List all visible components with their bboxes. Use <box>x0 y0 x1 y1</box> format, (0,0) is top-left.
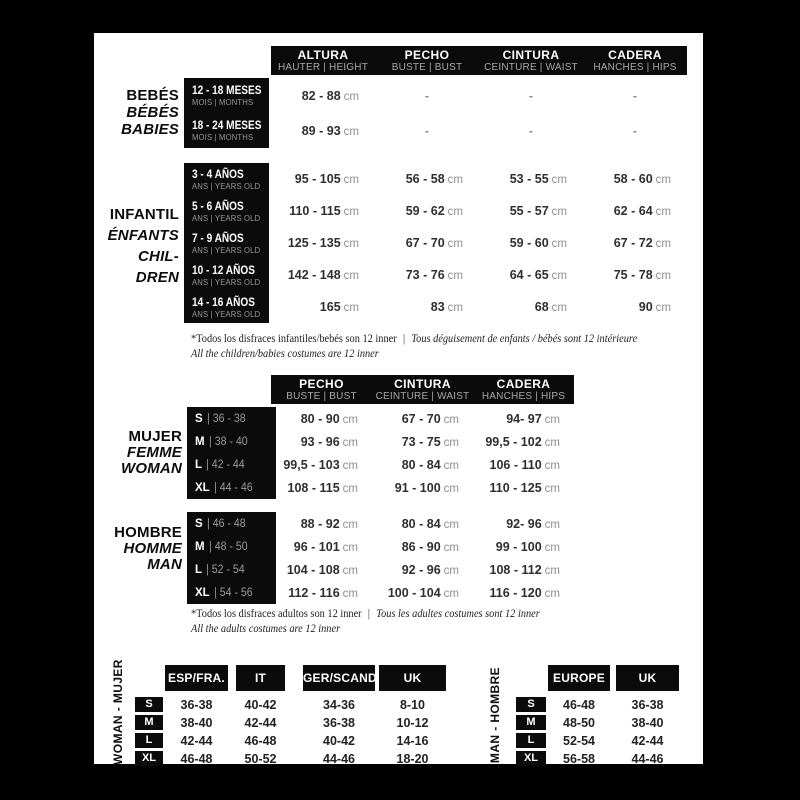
size-badge: M <box>516 715 546 730</box>
data-cell: - <box>528 123 534 138</box>
conv-header-uk: UK <box>616 665 679 691</box>
data-cell: 89 - 93 cm <box>301 123 359 138</box>
data-cell: 91 - 100 cm <box>394 480 459 495</box>
data-cell: 36-38 <box>323 716 355 730</box>
size-badge: S <box>135 697 163 712</box>
data-cell: 8-10 <box>399 698 426 712</box>
age-row: 14 - 16 AÑOS ANS | YEARS OLD <box>192 294 261 319</box>
adults-footnote-line1: *Todos los disfraces adultos son 12 inner | Tous les adultes costumes sont 12 inner <box>191 608 540 620</box>
size-badge: XL <box>135 751 163 766</box>
data-cell: 108 - 115 cm <box>287 480 358 495</box>
women-group-label: MUJER FEMME WOMAN <box>121 428 182 477</box>
data-cell: 53 - 55 cm <box>509 172 567 186</box>
size-badge: S <box>516 697 546 712</box>
data-cell: 94- 97 cm <box>506 411 560 426</box>
data-cell: 104 - 108 cm <box>286 562 358 577</box>
babies-group-label: BEBÉS BÉBÉS BABIES <box>121 87 179 138</box>
table-row <box>271 453 574 476</box>
table-row <box>135 750 446 768</box>
size-chart-sheet <box>94 33 703 764</box>
data-cell: - <box>632 123 638 138</box>
data-cell: 142 - 148 cm <box>287 268 359 282</box>
header-column-cadera: CADERA HANCHES | HIPS <box>593 48 677 73</box>
adults-table-header <box>271 375 574 404</box>
data-cell: 80 - 90 cm <box>300 411 358 426</box>
table-row <box>135 732 446 750</box>
data-cell: 42-44 <box>244 716 277 730</box>
table-row <box>271 512 574 535</box>
table-row <box>271 291 687 323</box>
data-cell: 110 - 115 cm <box>289 204 359 218</box>
data-cell: 36-38 <box>631 698 664 712</box>
age-row: 10 - 12 AÑOS ANS | YEARS OLD <box>192 262 261 287</box>
header-column-cintura: CINTURA CEINTURE | WAIST <box>375 377 470 402</box>
table-row <box>516 714 679 732</box>
table-row <box>271 259 687 291</box>
age-row: 12 - 18 MESES MOIS | MONTHS <box>192 83 262 107</box>
conv-header-esp-fra: ESP/FRA. <box>165 665 228 691</box>
table-row <box>516 732 679 750</box>
data-cell: 38-40 <box>631 716 664 730</box>
man-hombre-vertical-label: MAN - HOMBRE <box>488 666 502 764</box>
data-cell: 68 cm <box>534 300 567 314</box>
table-row <box>516 750 679 768</box>
data-cell: 44-46 <box>323 752 355 766</box>
data-cell: 80 - 84 cm <box>401 516 459 531</box>
data-cell: 48-50 <box>563 716 595 730</box>
data-cell: 90 cm <box>638 300 671 314</box>
data-cell: 96 - 101 cm <box>293 539 358 554</box>
data-cell: 42-44 <box>631 734 664 748</box>
size-row: S | 46 - 48 <box>195 517 246 530</box>
data-cell: 83 cm <box>430 300 463 314</box>
data-cell: 46-48 <box>244 734 277 748</box>
data-cell: 18-20 <box>396 752 429 766</box>
data-cell: 108 - 112 cm <box>489 562 560 577</box>
size-badge: M <box>135 715 163 730</box>
data-cell: 99,5 - 103 cm <box>283 457 358 472</box>
size-badge: L <box>135 733 163 748</box>
woman-conversion-table <box>135 665 446 769</box>
data-cell: 106 - 110 cm <box>489 457 560 472</box>
header-column-pecho: PECHO BUSTE | BUST <box>391 48 463 73</box>
header-column-altura: ALTURA HAUTER | HEIGHT <box>277 48 369 73</box>
data-cell: 88 - 92 cm <box>300 516 358 531</box>
men-group-label: HOMBRE HOMME MAN <box>114 524 182 573</box>
data-cell: 75 - 78 cm <box>613 268 671 282</box>
header-column-pecho: PECHO BUSTE | BUST <box>286 377 357 402</box>
data-cell: 73 - 76 cm <box>405 268 463 282</box>
data-cell: 92 - 96 cm <box>401 562 459 577</box>
data-cell: - <box>424 88 430 103</box>
babies-age-box <box>184 78 269 148</box>
data-cell: 55 - 57 cm <box>509 204 567 218</box>
table-row <box>271 430 574 453</box>
size-row: S | 36 - 38 <box>195 412 246 425</box>
data-cell: 52-54 <box>563 734 595 748</box>
woman-mujer-vertical-label: WOMAN - MUJER <box>111 659 125 765</box>
table-row <box>271 195 687 227</box>
size-row: M | 48 - 50 <box>195 540 248 553</box>
table-row <box>135 714 446 732</box>
table-row <box>516 696 679 714</box>
conv-header-uk: UK <box>379 665 446 691</box>
data-cell: 125 - 135 cm <box>287 236 359 250</box>
data-cell: 82 - 88 cm <box>301 88 359 103</box>
data-cell: 100 - 104 cm <box>387 585 459 600</box>
data-cell: 36-38 <box>180 698 213 712</box>
table-row <box>271 78 687 113</box>
man-conversion-table <box>516 665 679 769</box>
table-row <box>271 476 574 499</box>
children-data <box>271 163 687 323</box>
header-column-cintura: CINTURA CEINTURE | WAIST <box>484 48 578 73</box>
men-data <box>271 512 574 604</box>
data-cell: 42-44 <box>180 734 213 748</box>
data-cell: 95 - 105 cm <box>294 172 359 186</box>
women-data <box>271 407 574 499</box>
data-cell: 10-12 <box>396 716 429 730</box>
data-cell: - <box>424 123 430 138</box>
data-cell: 38-40 <box>180 716 213 730</box>
table-row <box>271 535 574 558</box>
data-cell: 40-42 <box>323 734 355 748</box>
adults-footnote <box>191 607 540 637</box>
age-row: 3 - 4 AÑOS ANS | YEARS OLD <box>192 166 261 191</box>
data-cell: 80 - 84 cm <box>401 457 459 472</box>
data-cell: 99 - 100 cm <box>495 539 560 554</box>
data-cell: 99,5 - 102 cm <box>485 434 560 449</box>
kids-footnote-line2: All the children/babies costumes are 12 inner <box>191 348 379 360</box>
data-cell: 73 - 75 cm <box>401 434 459 449</box>
data-cell: 93 - 96 cm <box>300 434 358 449</box>
data-cell: 67 - 72 cm <box>613 236 671 250</box>
size-badge: L <box>516 733 546 748</box>
children-age-box <box>184 163 269 323</box>
data-cell: - <box>632 88 638 103</box>
data-cell: 59 - 60 cm <box>509 236 567 250</box>
babies-data <box>271 78 687 148</box>
data-cell: 58 - 60 cm <box>613 172 671 186</box>
men-size-box <box>187 512 276 604</box>
size-row: L | 42 - 44 <box>195 458 245 471</box>
size-badge: XL <box>516 751 546 766</box>
kids-footnote-line1: *Todos los disfraces infantiles/bebés son 12 inner | Tous déguisement de enfants / bébés sont 12 intérieure <box>191 333 638 345</box>
data-cell: 165 cm <box>319 300 359 314</box>
data-cell: 67 - 70 cm <box>405 236 463 250</box>
kids-footnote <box>191 332 637 362</box>
table-row <box>271 407 574 430</box>
kids-table-header <box>271 46 687 75</box>
data-cell: 46-48 <box>563 698 595 712</box>
age-row: 18 - 24 MESES MOIS | MONTHS <box>192 118 262 142</box>
data-cell: 44-46 <box>631 752 664 766</box>
data-cell: - <box>528 88 534 103</box>
size-row: L | 52 - 54 <box>195 563 245 576</box>
size-row: XL | 54 - 56 <box>195 586 253 599</box>
age-row: 7 - 9 AÑOS ANS | YEARS OLD <box>192 230 261 255</box>
data-cell: 112 - 116 cm <box>288 585 358 600</box>
data-cell: 40-42 <box>244 698 277 712</box>
data-cell: 59 - 62 cm <box>405 204 463 218</box>
data-cell: 116 - 120 cm <box>489 585 560 600</box>
table-row <box>271 113 687 148</box>
data-cell: 14-16 <box>396 734 429 748</box>
table-row <box>271 227 687 259</box>
data-cell: 86 - 90 cm <box>401 539 459 554</box>
table-row <box>271 558 574 581</box>
table-row <box>135 696 446 714</box>
data-cell: 50-52 <box>244 752 277 766</box>
size-row: XL | 44 - 46 <box>195 481 253 494</box>
data-cell: 67 - 70 cm <box>401 411 459 426</box>
header-column-cadera: CADERA HANCHES | HIPS <box>481 377 566 402</box>
table-row <box>271 163 687 195</box>
data-cell: 62 - 64 cm <box>613 204 671 218</box>
table-row <box>271 581 574 604</box>
data-cell: 56-58 <box>563 752 595 766</box>
data-cell: 46-48 <box>180 752 213 766</box>
data-cell: 92- 96 cm <box>506 516 560 531</box>
conv-header-europe: EUROPE <box>548 665 610 691</box>
age-row: 5 - 6 AÑOS ANS | YEARS OLD <box>192 198 261 223</box>
size-row: M | 38 - 40 <box>195 435 248 448</box>
children-group-label: INFANTIL ÉNFANTS CHIL- DREN <box>107 206 179 286</box>
conv-header-it: IT <box>236 665 285 691</box>
women-size-box <box>187 407 276 499</box>
data-cell: 34-36 <box>323 698 355 712</box>
data-cell: 56 - 58 cm <box>405 172 463 186</box>
adults-footnote-line2: All the adults costumes are 12 inner <box>191 623 341 635</box>
data-cell: 64 - 65 cm <box>509 268 567 282</box>
conv-header-ger-scand: GER/SCAND <box>303 665 375 691</box>
data-cell: 110 - 125 cm <box>489 480 560 495</box>
